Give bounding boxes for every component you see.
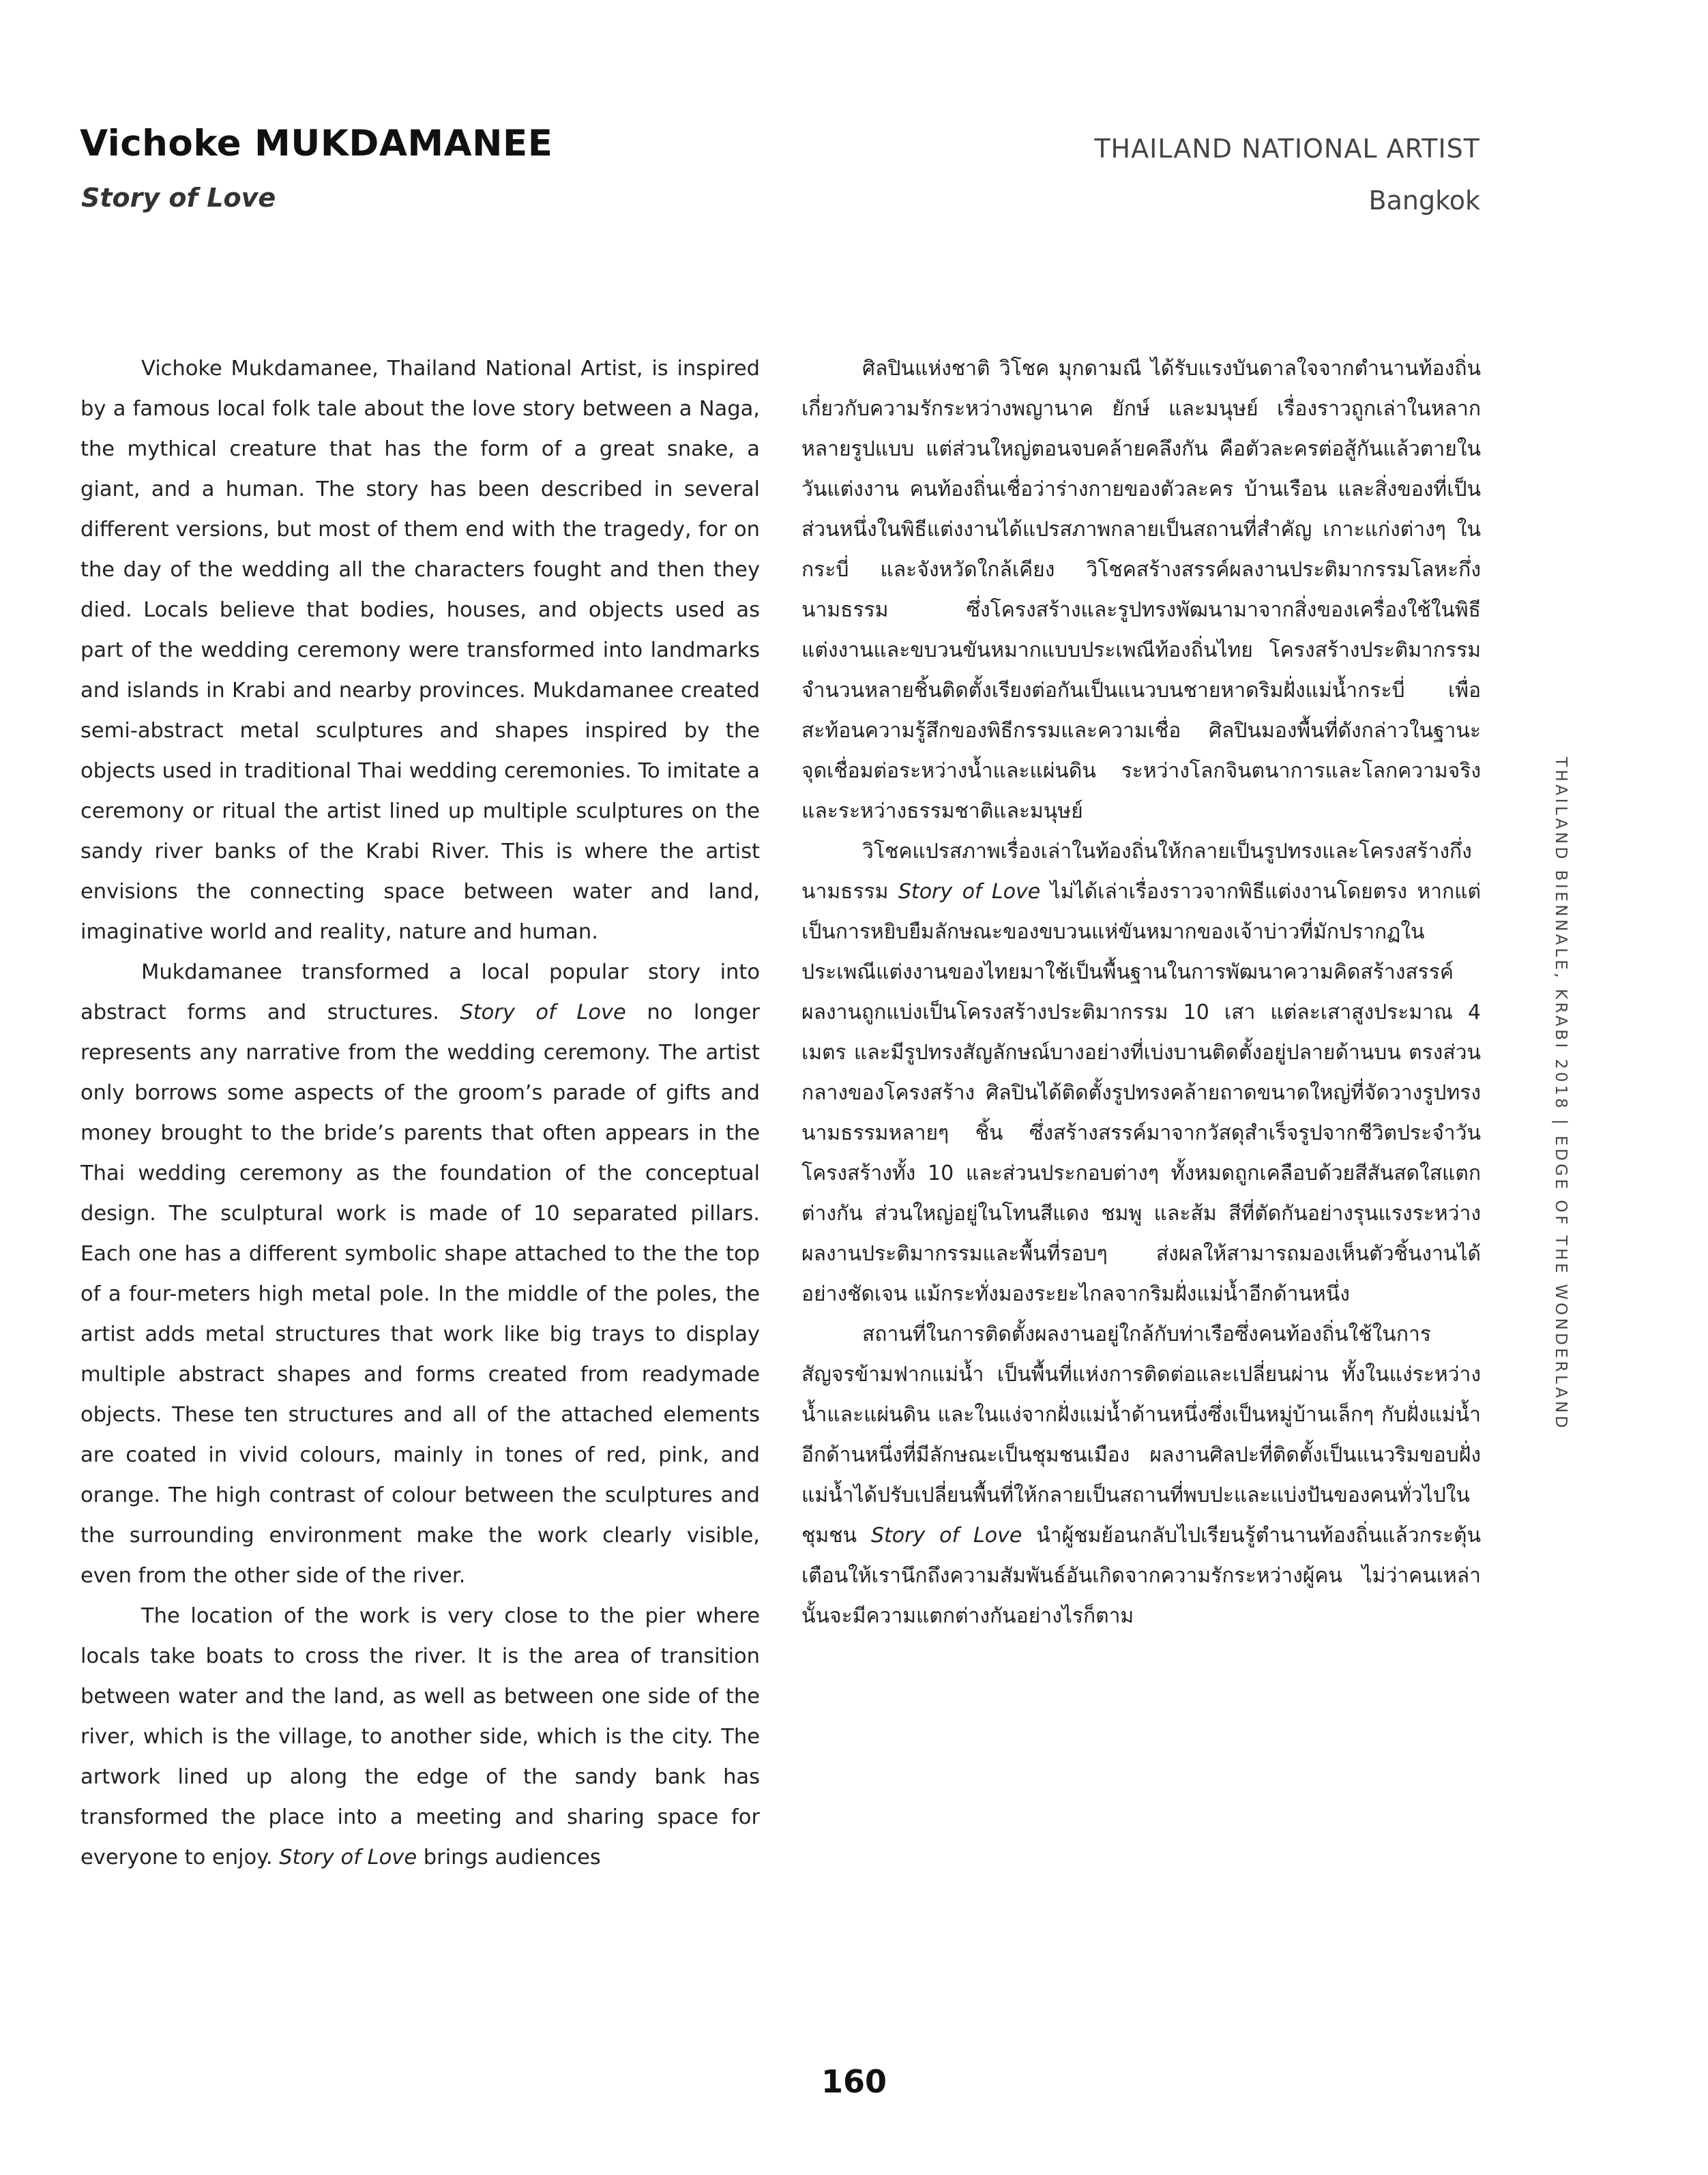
thai-paragraph-2-work-title: Story of Love — [898, 880, 1041, 904]
english-paragraph-3 — [80, 1596, 760, 1878]
thai-paragraph-3 — [801, 1314, 1481, 1636]
english-paragraph-3-work-title: Story of Love — [279, 1846, 417, 1869]
thai-paragraph-1-text: ศิลปินแห่งชาติ วิโชค มุกดามณี ได้รับแรงบันดาลใจจากตำนานท้องถิ่นเกี่ยวกับความรักระหว่างพญานาค ยักษ์ และมนุษย์ เรื่องราวถูกเล่าในหลากหลายรูปแบบ แต่ส่วนใหญ่ตอนจบคล้ายคลึงกัน คือตัวละครต่อสู้กันแล้วตายในวันแต่งงาน คนท้องถิ่นเชื่อว่าร่างกายของตัวละคร บ้านเรือน และสิ่งของที่เป็นส่วนหนึ่งในพิธีแต่งงานได้แปรสภาพกลายเป็นสถานที่สำคัญ เกาะแก่งต่างๆ ในกระบี่ และจังหวัดใกล้เคียง วิโชคสร้างสรรค์ผลงานประติมากรรมโลหะกึ่งนามธรรม ซึ่งโครงสร้างและรูปทรงพัฒนามาจากสิ่งของเครื่องใช้ในพิธีแต่งงานและขบวนขันหมากแบบประเพณีท้องถิ่นไทย โครงสร้างประติมากรรมจำนวนหลายชิ้นติดตั้งเรียงต่อกันเป็นแนวบนชายหาดริมฝั่งแม่น้ำกระบี่ เพื่อสะท้อนความรู้สึกของพิธีกรรมและความเชื่อ ศิลปินมองพื้นที่ดังกล่าวในฐานะจุดเชื่อมต่อระหว่างน้ำและแผ่นดิน ระหว่างโลกจินตนาการและโลกความจริง และระหว่างธรรมชาติและมนุษย์ — [801, 357, 1481, 823]
thai-paragraph-3-work-title: Story of Love — [870, 1524, 1022, 1548]
english-text-column — [80, 349, 760, 1958]
thai-text-column — [801, 349, 1481, 1849]
thai-paragraph-1 — [801, 349, 1481, 831]
thai-paragraph-3-text-a: สถานที่ในการติดตั้งผลงานอยู่ใกล้กับท่าเรือซึ่งคนท้องถิ่นใช้ในการสัญจรข้ามฟากแม่น้ำ เป็นพื้นที่แห่งการติดต่อและเปลี่ยนผ่าน ทั้งในแง่ระหว่างน้ำและแผ่นดิน และในแง่จากฝั่งแม่น้ำด้านหนึ่งซึ่งเป็นหมู่บ้านเล็กๆ กับฝั่งแม่น้ำอีกด้านหนึ่งที่มีลักษณะเป็นชุมชนเมือง ผลงานศิลปะที่ติดตั้งเป็นแนวริมขอบฝั่งแม่น้ำได้ปรับเปลี่ยนพื้นที่ให้กลายเป็นสถานที่พบปะและแบ่งปันของคนทั่วไปในชุมชน — [801, 1322, 1481, 1548]
artist-city: Bangkok — [1368, 186, 1480, 216]
page-number: 160 — [821, 2063, 887, 2100]
english-paragraph-2-text-b: no longer represents any narrative from the wedding ceremony. The artist only borrows some aspects of the groom’s parade of gifts and money brought to the bride’s parents that often appears in the Thai wedding ceremony as the foundation of the conceptual design. The sculptural work is made of 10 separated pillars. Each one has a different symbolic shape attached to the the top of a four-meters high metal pole. In the middle of the poles, the artist adds metal structures that work like big trays to display multiple abstract shapes and forms created from readymade objects. These ten structures and all of the attached elements are coated in vivid colours, mainly in tones of red, pink, and orange. The high contrast of colour between the sculptures and the surrounding environment make the work clearly visible, even from the other side of the river. — [80, 1001, 760, 1588]
thai-paragraph-2-text-a: วิโชคแปรสภาพเรื่องเล่าในท้องถิ่นให้กลายเป็นรูปทรงและโครงสร้างกึ่งนามธรรม — [801, 840, 1472, 904]
english-paragraph-2-text-a: Mukdamanee transformed a local popular story into abstract forms and structures. — [80, 960, 760, 1024]
thai-paragraph-2 — [801, 831, 1481, 1314]
english-paragraph-1 — [80, 349, 760, 952]
english-paragraph-1-text: Vichoke Mukdamanee, Thailand National Artist, is inspired by a famous local folk tale about the love story between a Naga, the mythical creature that has the form of a great snake, a giant, and a human. The story has been described in several different versions, but most of them end with the tragedy, for on the day of the wedding all the characters fought and then they died. Locals believe that bodies, houses, and objects used as part of the wedding ceremony were transformed into landmarks and islands in Krabi and nearby provinces. Mukdamanee created semi-abstract metal sculptures and shapes inspired by the objects used in traditional Thai wedding ceremonies. To imitate a ceremony or ritual the artist lined up multiple sculptures on the sandy river banks of the Krabi River. This is where the artist envisions the connecting space between water and land, imaginative world and reality, nature and human. — [80, 357, 760, 944]
english-paragraph-2 — [80, 952, 760, 1596]
thai-paragraph-2-text-b: ไม่ได้เล่าเรื่องราวจากพิธีแต่งงานโดยตรง หากแต่เป็นการหยิบยืมลักษณะของขบวนแห่ขันหมากของเจ้าบ่าวที่มักปรากฏในประเพณีแต่งงานของไทยมาใช้เป็นพื้นฐานในการพัฒนาความคิดสร้างสรรค์ ผลงานถูกแบ่งเป็นโครงสร้างประติมากรรม 10 เสา แต่ละเสาสูงประมาณ 4 เมตร และมีรูปทรงสัญลักษณ์บางอย่างที่เบ่งบานติดตั้งอยู่ปลายด้านบน ตรงส่วนกลางของโครงสร้าง ศิลปินได้ติดตั้งรูปทรงคล้ายถาดขนาดใหญ่ที่จัดวางรูปทรงนามธรรมหลายๆ ชิ้น ซึ่งสร้างสรรค์มาจากวัสดุสำเร็จรูปจากชีวิตประจำวัน โครงสร้างทั้ง 10 และส่วนประกอบต่างๆ ทั้งหมดถูกเคลือบด้วยสีสันสดใสแตกต่างกัน ส่วนใหญ่อยู่ในโทนสีแดง ชมพู และส้ม สีที่ตัดกันอย่างรุนแรงระหว่างผลงานประติมากรรมและพื้นที่รอบๆ ส่งผลให้สามารถมองเห็นตัวชิ้นงานได้อย่างชัดเจน แม้กระทั่งมองระยะไกลจากริมฝั่งแม่น้ำอีกด้านหนึ่ง — [801, 880, 1481, 1306]
english-paragraph-3-text-a: The location of the work is very close to the pier where locals take boats to cross the river. It is the area of transition between water and the land, as well as between one side of the river, which is the village, to another side, which is the city. The artwork lined up along the edge of the sandy bank has transformed the place into a meeting and sharing space for everyone to enjoy. — [80, 1604, 760, 1869]
english-paragraph-3-text-b: brings audiences — [417, 1846, 601, 1869]
running-side-title: THAILAND BIENNALE, KRABI 2018 | EDGE OF THE WONDERLAND — [1552, 757, 1570, 1432]
english-paragraph-2-work-title: Story of Love — [460, 1001, 626, 1024]
artist-name: Vichoke MUKDAMANEE — [80, 123, 553, 164]
thai-paragraph-3-text-b: นำผู้ชมย้อนกลับไปเรียนรู้ตำนานท้องถิ่นแล้วกระตุ้นเตือนให้เรานึกถึงความสัมพันธ์อันเกิดจากความรักระหว่างผู้คน ไม่ว่าคนเหล่านั้นจะมีความแตกต่างกันอย่างไรก็ตาม — [801, 1524, 1481, 1628]
work-title: Story of Love — [81, 183, 276, 213]
artist-designation: THAILAND NATIONAL ARTIST — [1094, 134, 1480, 164]
